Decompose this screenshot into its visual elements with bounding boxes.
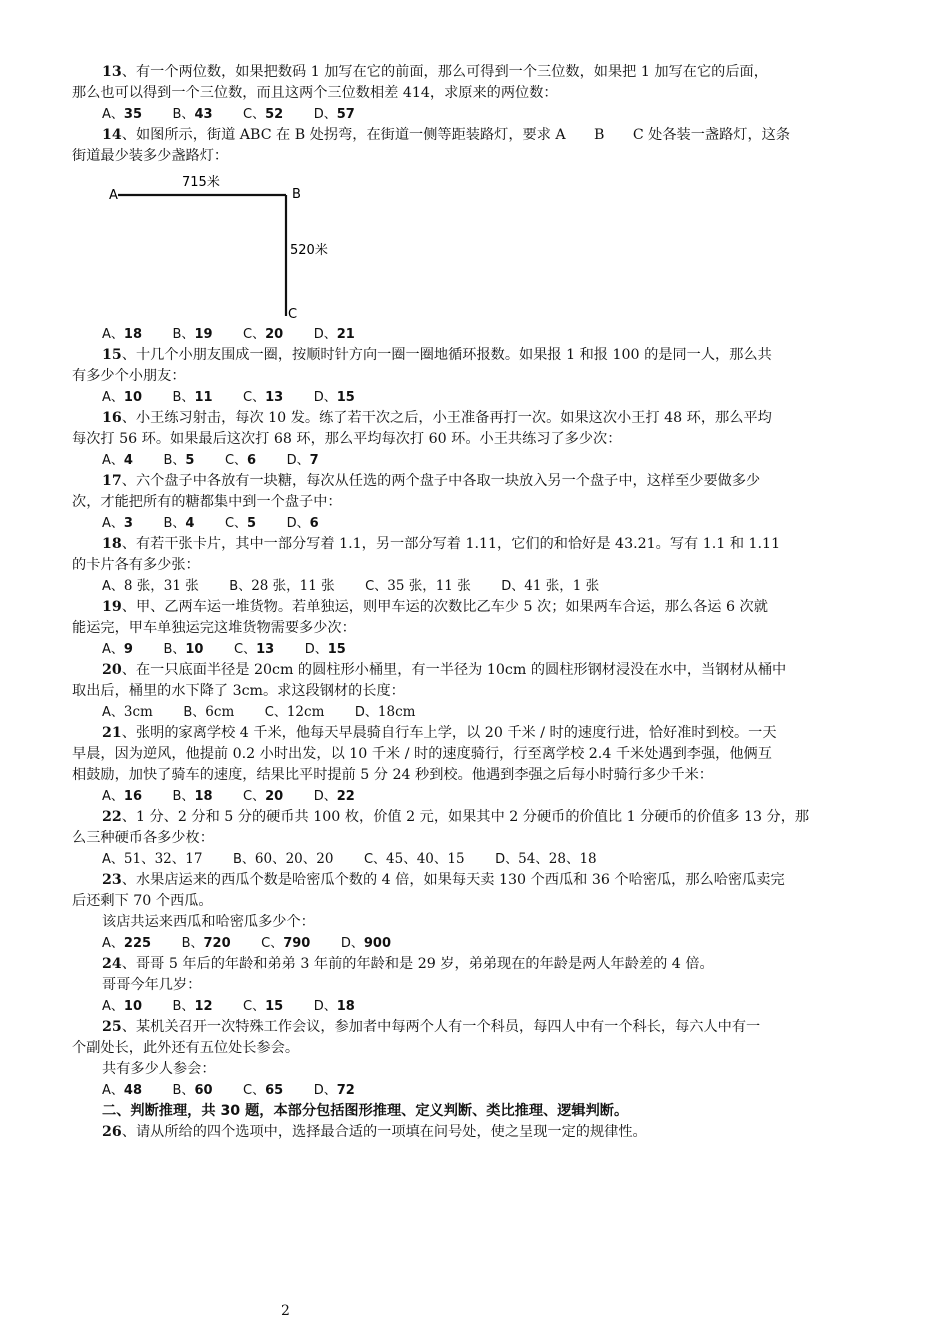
- options-20: A、3cm B、6cm C、12cm D、18cm: [102, 704, 416, 720]
- question-20: 20、在一只底面半径是 20cm 的圆柱形小桶里，有一半径为 10cm 的圆柱形钢材浸没在水中，当钢材从桶中 取出后，桶里的水下降了 3cm。求这段钢材的长度：: [72, 662, 787, 699]
- length-ab: 715米: [182, 175, 220, 190]
- question-24-prompt: 哥哥今年几岁：: [102, 977, 202, 993]
- question-25-prompt: 共有多少人参会：: [102, 1061, 216, 1077]
- options-15: A、10 B、11 C、13 D、15: [102, 390, 355, 405]
- options-17: A、3 B、4 C、5 D、6: [102, 516, 319, 531]
- options-14: A、18 B、19 C、20 D、21: [102, 327, 355, 342]
- options-24: A、10 B、12 C、15 D、18: [102, 999, 355, 1014]
- question-19: 19、甲、乙两车运一堆货物。若单独运，则甲车运的次数比乙车少 5 次；如果两车合运，那么各运 6 次就 能运完，甲车单独运完这堆货物需要多少次：: [72, 599, 768, 636]
- question-22: 22、1 分、2 分和 5 分的硬币共 100 枚，价值 2 元，如果其中 2 分硬币的价值比 1 分硬币的价值多 13 分，那 么三种硬币各多少枚：: [72, 809, 810, 846]
- options-22: A、51、32、17 B、60、20、20 C、45、40、15 D、54、28、18: [102, 851, 597, 867]
- label-a: A: [109, 188, 118, 203]
- question-17: 17、六个盘子中各放有一块糖，每次从任选的两个盘子中各取一块放入另一个盘子中，这样至少要做多少 次，才能把所有的糖都集中到一个盘子中：: [72, 473, 761, 510]
- street-diagram: [102, 168, 362, 320]
- question-21: 21、张明的家离学校 4 千米，他每天早晨骑自行车上学，以 20 千米 / 时的速度行进，恰好准时到校。一天 早晨，因为逆风，他提前 0.2 小时出发，以 10 千米 / 时的速度骑行，行至离学校 2.4 千米处遇到李强，他俩互 相鼓励，加快了骑车的速度，结果比平时提前 5 分 24 秒到校。他遇到李强之后每小时骑行多少千米：: [72, 725, 777, 783]
- question-25: 25、某机关召开一次特殊工作会议，参加者中每两个人有一个科员，每四人中有一个科长，每六人中有一 个副处长，此外还有五位处长参会。: [72, 1019, 761, 1056]
- options-23: A、225 B、720 C、790 D、900: [102, 936, 392, 951]
- question-13: 13、有一个两位数，如果把数码 1 加写在它的前面，那么可得到一个三位数，如果把 1 加写在它的后面， 那么也可以得到一个三位数，而且这两个三位数相差 414，求原来的两位数：: [72, 64, 768, 101]
- page-number: 2: [281, 1303, 290, 1319]
- question-24: 24、哥哥 5 年后的年龄和弟弟 3 年前的年龄和是 29 岁，弟弟现在的年龄是两人年龄差的 4 倍。: [102, 956, 714, 972]
- question-15: 15、十几个小朋友围成一圈，按顺时针方向一圈一圈地循环报数。如果报 1 和报 100 的是同一人，那么共 有多少个小朋友：: [72, 347, 772, 384]
- question-23-prompt: 该店共运来西瓜和哈密瓜多少个：: [102, 914, 315, 930]
- options-13: A、35 B、43 C、52 D、57: [102, 107, 355, 122]
- length-bc: 520米: [290, 243, 328, 258]
- label-b: B: [292, 187, 301, 202]
- question-26: 26、请从所给的四个选项中，选择最合适的一项填在问号处，使之呈现一定的规律性。: [102, 1124, 647, 1140]
- question-14: 14、如图所示，街道 ABC 在 B 处拐弯，在街道一侧等距装路灯，要求 A B C 处各装一盏路灯，这条 街道最少装多少盏路灯：: [72, 127, 791, 164]
- options-18: A、8 张，31 张 B、28 张，11 张 C、35 张，11 张 D、41 张，1 张: [102, 578, 600, 594]
- options-19: A、9 B、10 C、13 D、15: [102, 642, 346, 657]
- question-16: 16、小王练习射击，每次 10 发。练了若干次之后，小王准备再打一次。如果这次小王打 48 环，那么平均 每次打 56 环。如果最后这次打 68 环，那么平均每次打 60 环。小王共练习了多少次：: [72, 410, 772, 447]
- label-c: C: [288, 307, 298, 320]
- question-23: 23、水果店运来的西瓜个数是哈密瓜个数的 4 倍，如果每天卖 130 个西瓜和 36 个哈密瓜，那么哈密瓜卖完 后还剩下 70 个西瓜。: [72, 872, 785, 909]
- options-16: A、4 B、5 C、6 D、7: [102, 453, 319, 468]
- options-21: A、16 B、18 C、20 D、22: [102, 789, 355, 804]
- options-25: A、48 B、60 C、65 D、72: [102, 1083, 355, 1098]
- question-18: 18、有若干张卡片，其中一部分写着 1.1，另一部分写着 1.11，它们的和恰好是 43.21。写有 1.1 和 1.11 的卡片各有多少张：: [72, 536, 781, 573]
- section-heading: 二、判断推理，共 30 题，本部分包括图形推理、定义判断、类比推理、逻辑判断。: [102, 1103, 629, 1119]
